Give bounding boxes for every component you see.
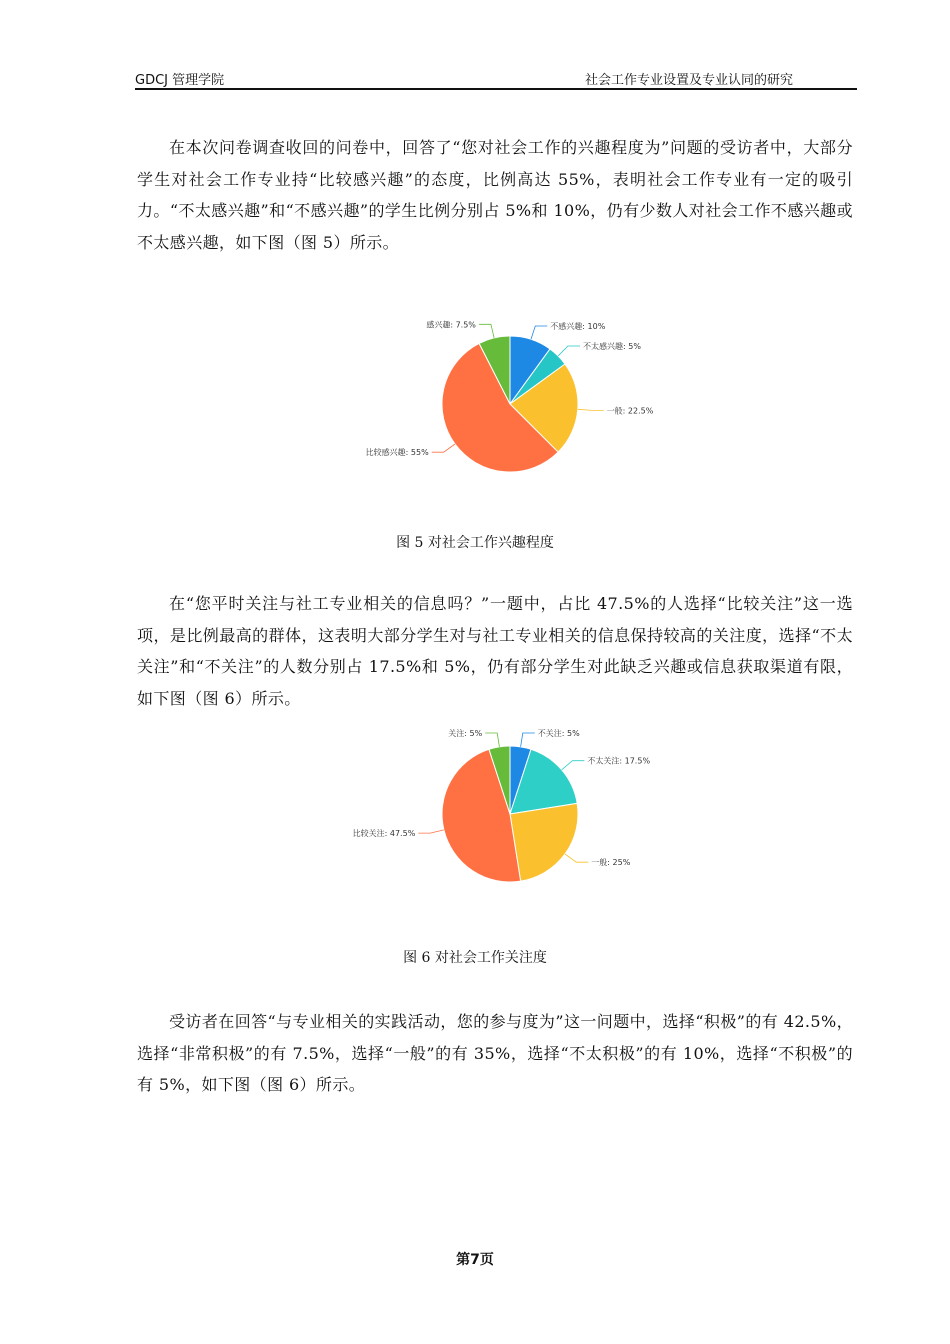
page-number: 第7页	[456, 1252, 494, 1268]
pie-label-2: 一般: 25%	[591, 858, 631, 868]
pie-leader-line-1	[558, 346, 580, 356]
header-institution: GDCJ 管理学院	[135, 73, 225, 88]
header-paper-title: 社会工作专业设置及专业认同的研究	[584, 73, 793, 88]
paragraph-interest: 在本次问卷调查收回的问卷中，回答了“您对社会工作的兴趣程度为”问题的受访者中，大部分学生对社会工作专业持“比较感兴趣”的态度，比例高达 55%，表明社会工作专业有一定的吸引力。“不太感兴趣”和“不感兴趣”的学生比例分别占 5%和 10%，仍有少数人对社会工作不感兴趣或不太感兴趣，如下图（图 5）所示。	[137, 138, 853, 252]
paragraph-practice: 受访者在回答“与专业相关的实践活动，您的参与度为”这一问题中，选择“积极”的有 42.5%，选择“非常积极”的有 7.5%，选择“一般”的有 35%，选择“不太积极”的有 10%，选择“不积极”的有 5%，如下图（图 6）所示。	[137, 1012, 853, 1094]
pie-chart-interest	[340, 300, 660, 480]
pie-leader-line-0	[521, 733, 535, 747]
pie-leader-line-4	[485, 733, 499, 747]
pie-label-0: 不感兴趣: 10%	[550, 322, 606, 331]
pie-label-1: 不太感兴趣: 5%	[583, 342, 641, 351]
pie-label-2: 一般: 22.5%	[606, 406, 654, 416]
pie-leader-line-1	[562, 761, 585, 770]
pie-label-1: 不太关注: 17.5%	[587, 756, 651, 766]
pie-slice-2	[510, 803, 578, 881]
pie-label-3: 比较关注: 47.5%	[352, 829, 416, 839]
pie-label-3: 比较感兴趣: 55%	[365, 448, 429, 458]
page-header	[135, 68, 857, 90]
pie-chart-attention	[340, 722, 660, 892]
pie-leader-line-3	[432, 444, 455, 452]
pie-leader-line-4	[479, 324, 494, 338]
pie-leader-line-3	[418, 830, 444, 833]
pie-label-4: 感兴趣: 7.5%	[426, 320, 476, 330]
pie-label-0: 不关注: 5%	[537, 729, 580, 738]
figure-5-caption: 图 5 对社会工作兴趣程度	[396, 535, 554, 551]
paragraph-attention: 在“您平时关注与社工专业相关的信息吗？”一题中，占比 47.5%的人选择“比较关注”这一选项，是比例最高的群体，这表明大部分学生对与社工专业相关的信息保持较高的关注度，选择“不太关注”和“不关注”的人数分别占 17.5%和 5%，仍有部分学生对此缺乏兴趣或信息获取渠道有限，如下图（图 6）所示。	[137, 594, 853, 708]
pie-leader-line-2	[578, 409, 604, 410]
pie-leader-line-0	[531, 326, 547, 339]
figure-6-caption: 图 6 对社会工作关注度	[403, 950, 547, 966]
pie-leader-line-2	[565, 854, 588, 862]
pie-label-4: 关注: 5%	[448, 729, 483, 738]
